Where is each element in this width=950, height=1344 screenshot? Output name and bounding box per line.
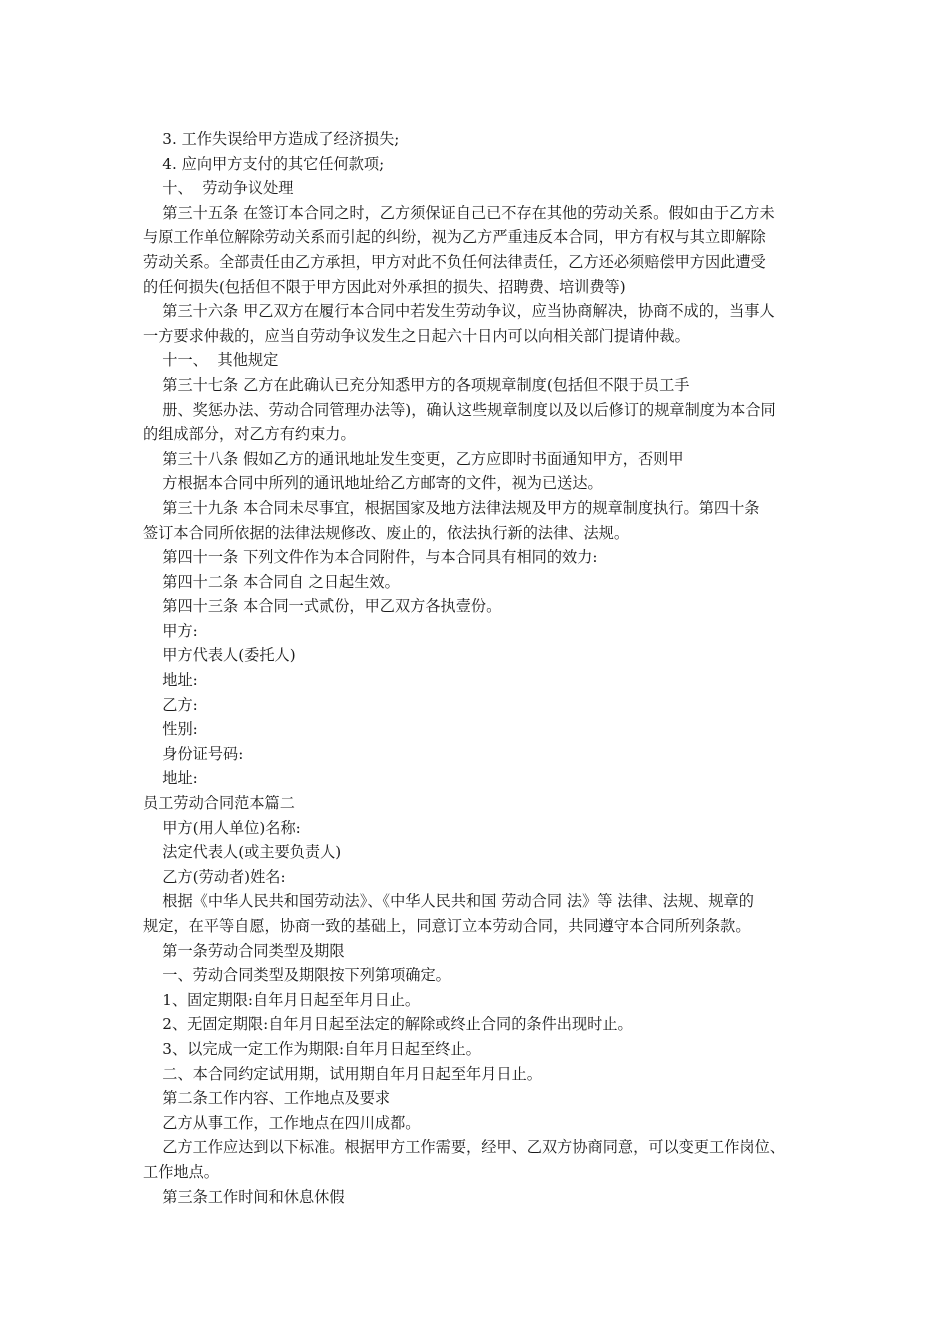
document-line: 十、 劳动争议处理: [143, 179, 294, 198]
document-line: 3. 工作失误给甲方造成了经济损失;: [143, 130, 400, 148]
document-line: 第三十六条 甲乙双方在履行本合同中若发生劳动争议，应当协商解决，协商不成的，当事人: [143, 302, 775, 321]
document-line: 一方要求仲裁的，应当自劳动争议发生之日起六十日内可以向相关部门提请仲裁。: [143, 326, 690, 345]
document-line: 性别:: [143, 720, 198, 739]
document-line: 的任何损失(包括但不限于甲方因此对外承担的损失、招聘费、培训费等): [143, 277, 626, 296]
document-line: 4. 应向甲方支付的其它任何款项;: [143, 154, 385, 173]
document-line: 册、奖惩办法、劳动合同管理办法等)，确认这些规章制度以及以后修订的规章制度为本合同: [143, 400, 776, 419]
document-line: 员工劳动合同范本篇二: [143, 794, 295, 813]
document-line: 第二条工作内容、工作地点及要求: [143, 1089, 391, 1108]
document-line: 第四十二条 本合同自 之日起生效。: [143, 572, 400, 591]
document-line: 2、无固定期限:自年月日起至法定的解除或终止合同的条件出现时止。: [143, 1015, 633, 1034]
document-line: 甲方(用人单位)名称:: [143, 818, 301, 837]
document-line: 第三条工作时间和休息休假: [143, 1187, 345, 1206]
document-line: 第一条劳动合同类型及期限: [143, 941, 345, 960]
document-body: [143, 127, 813, 1209]
document-line: 第三十五条 在签订本合同之时，乙方须保证自己已不存在其他的劳动关系。假如由于乙方未: [143, 203, 775, 222]
document-line: 法定代表人(或主要负责人): [143, 843, 342, 862]
document-line: 工作地点。: [143, 1162, 219, 1181]
document-line: 劳动关系。全部责任由乙方承担，甲方对此不负任何法律责任，乙方还必须赔偿甲方因此遭受: [143, 252, 766, 271]
document-line: 第三十九条 本合同未尽事宜，根据国家及地方法律法规及甲方的规章制度执行。第四十条: [143, 498, 760, 517]
document-line: 二、本合同约定试用期，试用期自年月日起至年月日止。: [143, 1064, 542, 1083]
document-line: 地址:: [143, 769, 198, 788]
document-line: 乙方从事工作，工作地点在四川成都。: [143, 1113, 421, 1132]
document-line: 第三十八条 假如乙方的通讯地址发生变更，乙方应即时书面通知甲方，否则甲: [143, 449, 684, 468]
document-line: 签订本合同所依据的法律法规修改、废止的，依法执行新的法律、法规。: [143, 523, 629, 542]
document-line: 一、劳动合同类型及期限按下列第项确定。: [143, 966, 451, 985]
document-line: 根据《中华人民共和国劳动法》、《中华人民共和国 劳动合同 法》等 法律、法规、规章的: [143, 892, 754, 911]
document-line: 甲方代表人(委托人): [143, 646, 296, 665]
document-line: 的组成部分，对乙方有约束力。: [143, 425, 356, 444]
document-line: 十一、 其他规定: [143, 351, 279, 370]
document-line: 3、以完成一定工作为期限:自年月日起至终止。: [143, 1039, 481, 1058]
document-line: 1、固定期限:自年月日起至年月日止。: [143, 990, 421, 1009]
document-line: 第三十七条 乙方在此确认已充分知悉甲方的各项规章制度(包括但不限于员工手: [143, 375, 690, 394]
document-line: 方根据本合同中所列的通讯地址给乙方邮寄的文件，视为已送达。: [143, 474, 603, 493]
document-line: 规定，在平等自愿，协商一致的基础上，同意订立本劳动合同，共同遵守本合同所列条款。: [143, 917, 751, 935]
document-line: 乙方工作应达到以下标准。根据甲方工作需要，经甲、乙双方协商同意，可以变更工作岗位、: [143, 1138, 785, 1157]
document-line: 第四十一条 下列文件作为本合同附件，与本合同具有相同的效力:: [143, 548, 598, 567]
document-line: 地址:: [143, 671, 198, 690]
document-line: 乙方(劳动者)姓名:: [143, 867, 286, 886]
document-line: 与原工作单位解除劳动关系而引起的纠纷，视为乙方严重违反本合同，甲方有权与其立即解除: [143, 228, 766, 247]
document-line: 甲方:: [143, 621, 198, 640]
document-line: 身份证号码:: [143, 744, 244, 763]
document-line: 第四十三条 本合同一式贰份，甲乙双方各执壹份。: [143, 597, 502, 616]
document-line: 乙方:: [143, 695, 198, 714]
